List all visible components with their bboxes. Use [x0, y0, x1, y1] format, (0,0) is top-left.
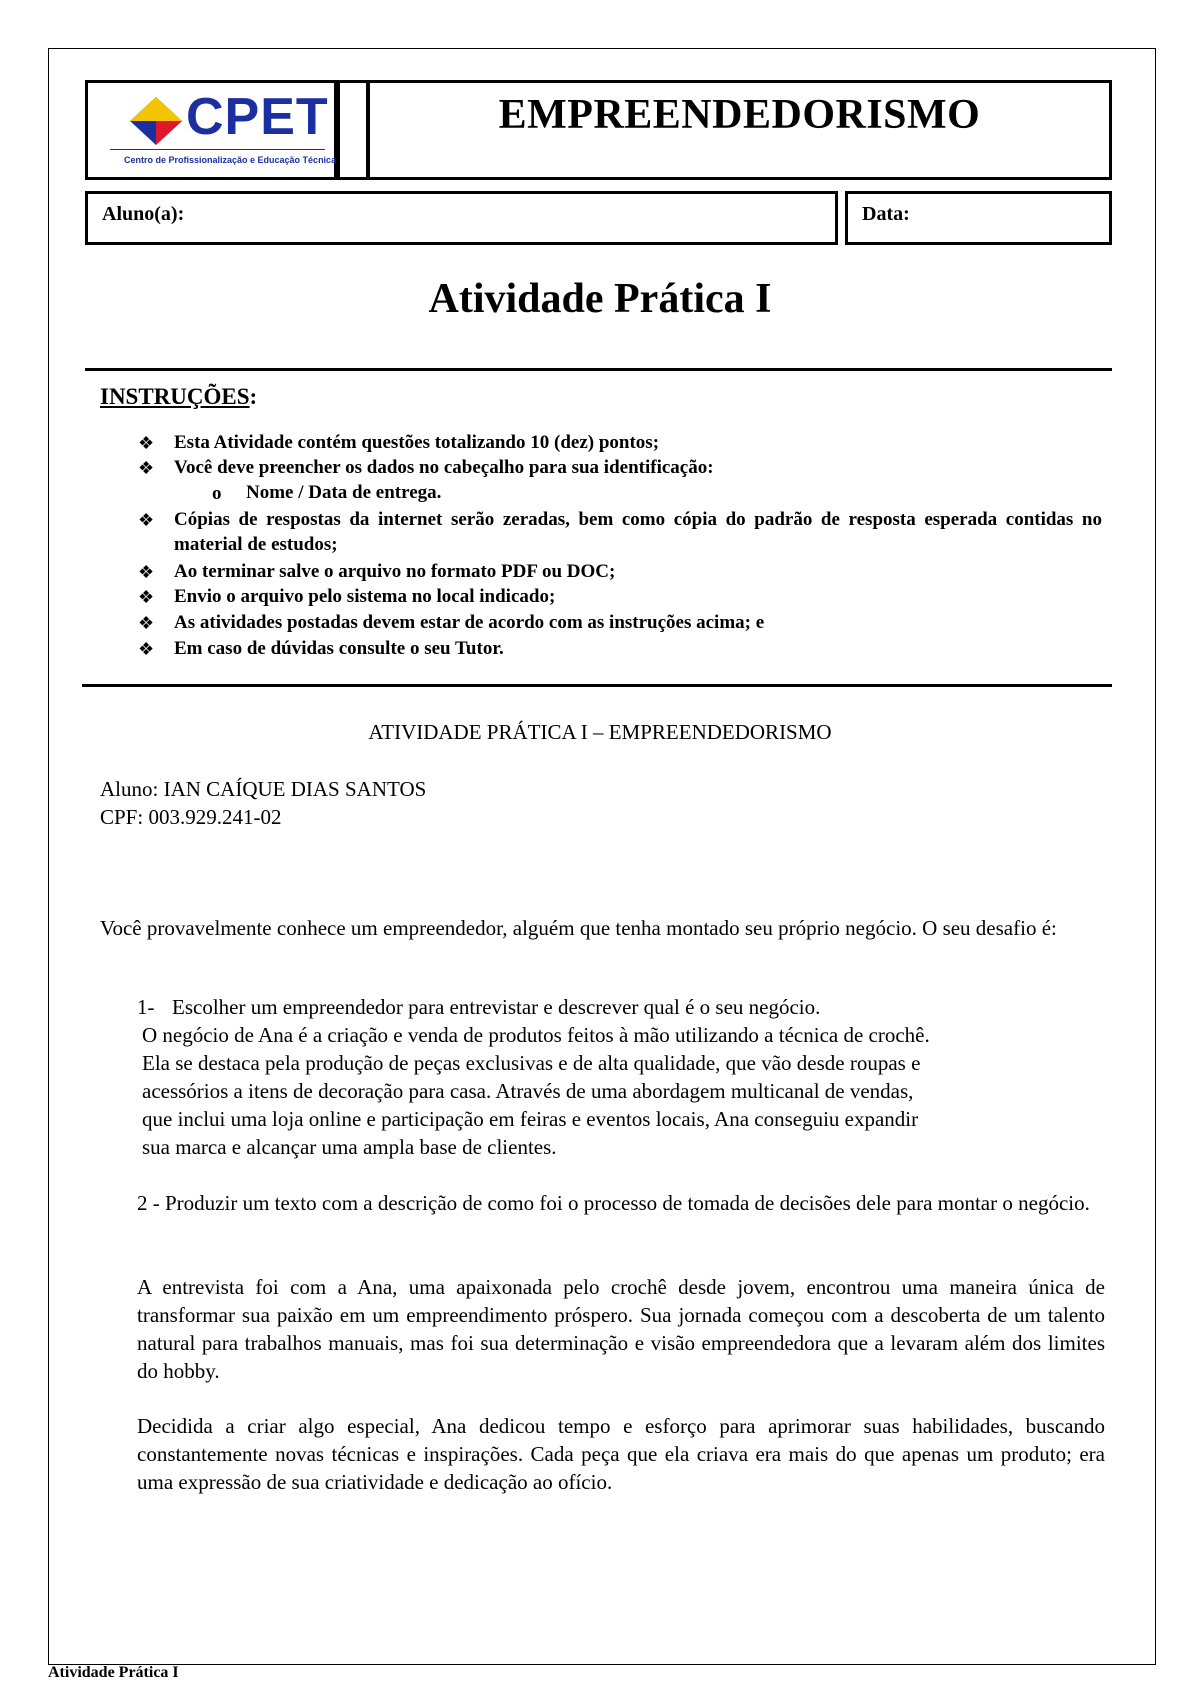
- student-name: Aluno: IAN CAÍQUE DIAS SANTOS: [100, 777, 427, 801]
- instruction-item: Esta Atividade contém questões totalizando 10 (dez) pontos;: [174, 432, 660, 453]
- cpet-logo-icon: [128, 95, 184, 147]
- diamond-bullet-icon: ❖: [138, 458, 155, 478]
- activity-title: Atividade Prática I: [428, 276, 772, 322]
- answer-1-line: que inclui uma loja online e participação em feiras e eventos locais, Ana conseguiu expandir: [142, 1107, 919, 1131]
- question-1: Escolher um empreendedor para entrevistar e descrever qual é o seu negócio.: [172, 995, 821, 1019]
- instruction-item: Cópias de respostas da internet serão zeradas, bem como cópia do padrão de resposta esperada contidas no material de estudos;: [174, 509, 1102, 555]
- instruction-item: As atividades postadas devem estar de acordo com as instruções acima; e: [174, 612, 765, 633]
- document-title: EMPREENDEDORISMO: [498, 92, 981, 138]
- answer-1-line: sua marca e alcançar uma ampla base de clientes.: [142, 1135, 557, 1159]
- instructions-heading-text: INSTRUÇÕES: [100, 384, 250, 409]
- instruction-item: Em caso de dúvidas consulte o seu Tutor.: [174, 638, 504, 659]
- answer-1-line: Ela se destaca pela produção de peças exclusivas e de alta qualidade, que vão desde roupas e: [142, 1051, 921, 1075]
- question-2: 2 - Produzir um texto com a descrição de como foi o processo de tomada de decisões dele para montar o negócio.: [137, 1191, 1090, 1215]
- instruction-item: Você deve preencher os dados no cabeçalho para sua identificação:: [174, 457, 714, 478]
- diamond-bullet-icon: ❖: [138, 613, 155, 633]
- diamond-bullet-icon: ❖: [138, 433, 155, 453]
- answer-1-line: O negócio de Ana é a criação e venda de produtos feitos à mão utilizando a técnica de crochê.: [142, 1023, 930, 1047]
- instructions-heading: [100, 384, 257, 410]
- title-box: [367, 80, 1112, 180]
- diamond-bullet-icon: ❖: [138, 510, 155, 530]
- student-label: Aluno(a):: [102, 203, 185, 225]
- answer-1-line: acessórios a itens de decoração para casa. Através de uma abordagem multicanal de vendas,: [142, 1079, 914, 1103]
- logo-rule: [110, 149, 325, 150]
- student-field[interactable]: [85, 191, 838, 245]
- answer-2-paragraph: A entrevista foi com a Ana, uma apaixonada pelo crochê desde jovem, encontrou uma maneira única de transformar sua paixão em um empreendimento próspero. Sua jornada começou com a descoberta de um talento natural para trabalhos manuais, mas foi sua determinação e visão empreendedora que a levaram além dos limites do hobby.: [137, 1275, 1105, 1383]
- logo-box: [85, 80, 337, 180]
- diamond-bullet-icon: ❖: [138, 562, 155, 582]
- diamond-bullet-icon: ❖: [138, 639, 155, 659]
- sub-bullet-marker: o: [212, 483, 222, 504]
- instruction-item: Ao terminar salve o arquivo no formato PDF ou DOC;: [174, 561, 616, 582]
- date-field[interactable]: [845, 191, 1112, 245]
- date-label: Data:: [862, 203, 910, 225]
- diamond-bullet-icon: ❖: [138, 587, 155, 607]
- instructions-heading-colon: :: [249, 384, 258, 409]
- answer-2-paragraph: Decidida a criar algo especial, Ana dedicou tempo e esforço para aprimorar suas habilidades, buscando constantemente novas técnicas e inspirações. Cada peça que ela criava era mais do que apenas um produto; era uma expressão de sua criatividade e dedicação ao ofício.: [137, 1414, 1105, 1494]
- header-separator-box: [337, 80, 369, 180]
- logo-tagline: Centro de Profissionalização e Educação Técnica: [124, 155, 337, 165]
- answer-heading: ATIVIDADE PRÁTICA I – EMPREENDEDORISMO: [368, 720, 832, 744]
- instruction-sub-item: Nome / Data de entrega.: [246, 482, 442, 503]
- question-1-number: 1-: [137, 995, 155, 1019]
- logo-text: CPET: [186, 88, 329, 146]
- student-cpf: CPF: 003.929.241-02: [100, 805, 282, 829]
- divider: [85, 368, 1112, 371]
- divider: [82, 684, 1112, 687]
- page-footer: Atividade Prática I: [48, 1664, 179, 1681]
- intro-paragraph: Você provavelmente conhece um empreendedor, alguém que tenha montado seu próprio negócio. O seu desafio é:: [100, 916, 1057, 940]
- instruction-item: Envio o arquivo pelo sistema no local indicado;: [174, 586, 556, 607]
